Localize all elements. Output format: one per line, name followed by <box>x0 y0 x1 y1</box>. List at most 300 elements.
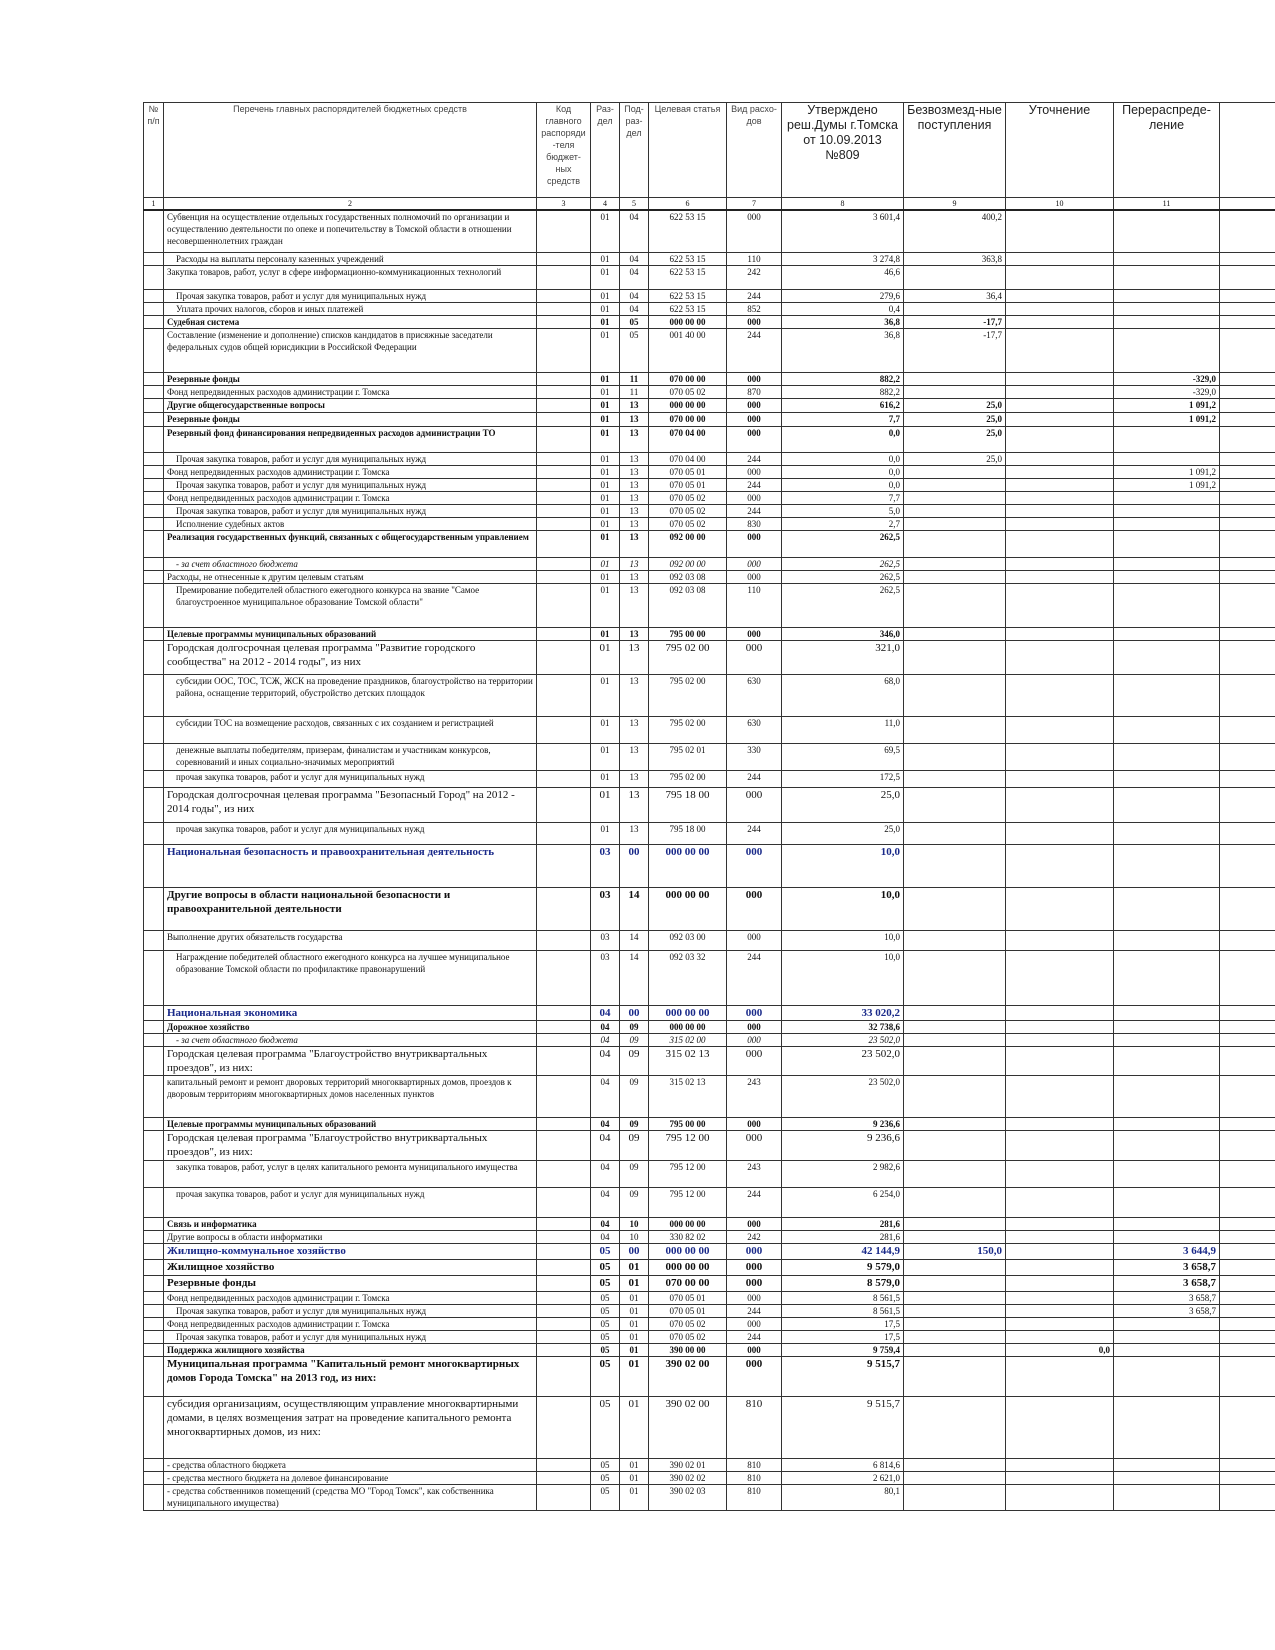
row-number <box>144 887 164 930</box>
row-approved: 9 579,0 <box>782 1259 904 1275</box>
row-number <box>144 716 164 743</box>
row-target-article: 390 00 00 <box>649 1343 727 1356</box>
row-target-article: 390 02 03 <box>649 1484 727 1510</box>
row-clarification <box>1006 1484 1114 1510</box>
row-grants <box>904 1046 1006 1075</box>
row-expense-type: 810 <box>727 1484 782 1510</box>
table-row <box>144 1291 1275 1304</box>
row-clarification <box>1006 570 1114 583</box>
row-number <box>144 265 164 289</box>
colnum-6: 6 <box>649 198 727 211</box>
row-clarification <box>1006 1020 1114 1033</box>
row-target-article: 622 53 15 <box>649 289 727 302</box>
table-row <box>144 517 1275 530</box>
row-number <box>144 491 164 504</box>
row-number <box>144 1230 164 1243</box>
row-grants <box>904 504 1006 517</box>
row-extra <box>1220 743 1275 770</box>
row-target-article: 795 02 00 <box>649 674 727 716</box>
row-redistribution: 1 091,2 <box>1114 412 1220 426</box>
table-row <box>144 844 1275 887</box>
row-manager-code <box>537 265 591 289</box>
budget-table-sheet <box>143 102 1275 1650</box>
row-target-article: 795 00 00 <box>649 1117 727 1130</box>
row-section: 04 <box>591 1230 620 1243</box>
row-approved: 281,6 <box>782 1230 904 1243</box>
row-section: 01 <box>591 640 620 674</box>
row-clarification <box>1006 478 1114 491</box>
row-extra <box>1220 844 1275 887</box>
row-approved: 8 561,5 <box>782 1291 904 1304</box>
row-redistribution <box>1114 1230 1220 1243</box>
row-extra <box>1220 822 1275 844</box>
row-extra <box>1220 1046 1275 1075</box>
row-manager-code <box>537 844 591 887</box>
row-number <box>144 398 164 412</box>
row-number <box>144 1005 164 1020</box>
table-row <box>144 627 1275 640</box>
row-redistribution <box>1114 265 1220 289</box>
row-clarification <box>1006 1396 1114 1458</box>
row-clarification <box>1006 1243 1114 1259</box>
row-extra <box>1220 517 1275 530</box>
row-extra <box>1220 950 1275 1005</box>
row-subsection: 13 <box>620 491 649 504</box>
row-extra <box>1220 1230 1275 1243</box>
row-section: 01 <box>591 478 620 491</box>
row-clarification <box>1006 465 1114 478</box>
row-redistribution <box>1114 1458 1220 1471</box>
row-target-article: 622 53 15 <box>649 265 727 289</box>
row-manager-code <box>537 372 591 385</box>
row-number <box>144 1033 164 1046</box>
row-extra <box>1220 385 1275 398</box>
row-name: Другие вопросы в области информатики <box>164 1230 537 1243</box>
row-section: 01 <box>591 674 620 716</box>
row-clarification <box>1006 289 1114 302</box>
row-approved: 9 515,7 <box>782 1396 904 1458</box>
row-clarification <box>1006 640 1114 674</box>
row-subsection: 04 <box>620 302 649 315</box>
table-row <box>144 570 1275 583</box>
row-clarification <box>1006 1160 1114 1187</box>
row-manager-code <box>537 1160 591 1187</box>
row-redistribution <box>1114 1075 1220 1117</box>
row-number <box>144 1160 164 1187</box>
row-subsection: 13 <box>620 557 649 570</box>
row-grants <box>904 1484 1006 1510</box>
row-approved: 32 738,6 <box>782 1020 904 1033</box>
row-number <box>144 1275 164 1291</box>
row-manager-code <box>537 1217 591 1230</box>
row-approved: 2 621,0 <box>782 1471 904 1484</box>
row-redistribution <box>1114 640 1220 674</box>
row-expense-type: 244 <box>727 770 782 787</box>
row-expense-type: 810 <box>727 1396 782 1458</box>
row-grants <box>904 491 1006 504</box>
row-approved: 0,0 <box>782 452 904 465</box>
row-number <box>144 1187 164 1217</box>
row-clarification <box>1006 1356 1114 1396</box>
row-approved: 33 020,2 <box>782 1005 904 1020</box>
row-manager-code <box>537 210 591 252</box>
row-approved: 3 274,8 <box>782 252 904 265</box>
row-subsection: 13 <box>620 640 649 674</box>
row-target-article: 795 12 00 <box>649 1160 727 1187</box>
row-extra <box>1220 1458 1275 1471</box>
row-name: - средства местного бюджета на долевое финансирование <box>164 1471 537 1484</box>
table-row <box>144 787 1275 822</box>
row-section: 01 <box>591 372 620 385</box>
row-extra <box>1220 504 1275 517</box>
row-name: Прочая закупка товаров, работ и услуг для муниципальных нужд <box>164 452 537 465</box>
row-subsection: 01 <box>620 1471 649 1484</box>
row-grants <box>904 770 1006 787</box>
row-section: 05 <box>591 1343 620 1356</box>
row-approved: 36,8 <box>782 328 904 372</box>
row-expense-type: 244 <box>727 822 782 844</box>
row-manager-code <box>537 1356 591 1396</box>
row-redistribution <box>1114 770 1220 787</box>
row-section: 01 <box>591 328 620 372</box>
row-name: Резервные фонды <box>164 1275 537 1291</box>
row-extra <box>1220 530 1275 557</box>
row-subsection: 01 <box>620 1259 649 1275</box>
row-manager-code <box>537 1343 591 1356</box>
row-redistribution <box>1114 328 1220 372</box>
row-target-article: 000 00 00 <box>649 1259 727 1275</box>
row-name: Исполнение судебных актов <box>164 517 537 530</box>
row-approved: 17,5 <box>782 1317 904 1330</box>
row-name: Фонд непредвиденных расходов администрации г. Томска <box>164 1291 537 1304</box>
row-clarification <box>1006 930 1114 950</box>
row-expense-type: 330 <box>727 743 782 770</box>
row-approved: 17,5 <box>782 1330 904 1343</box>
row-approved: 10,0 <box>782 930 904 950</box>
row-clarification <box>1006 412 1114 426</box>
row-approved: 9 515,7 <box>782 1356 904 1396</box>
header-code: Код главного распоряди-теля бюджет-ных средств <box>537 103 591 198</box>
row-expense-type: 244 <box>727 950 782 1005</box>
row-manager-code <box>537 1075 591 1117</box>
row-number <box>144 787 164 822</box>
row-subsection: 01 <box>620 1330 649 1343</box>
table-row <box>144 887 1275 930</box>
row-extra <box>1220 1259 1275 1275</box>
table-row <box>144 674 1275 716</box>
row-section: 01 <box>591 385 620 398</box>
row-name: Резервные фонды <box>164 412 537 426</box>
row-redistribution: 3 658,7 <box>1114 1304 1220 1317</box>
row-manager-code <box>537 385 591 398</box>
row-target-article: 795 02 00 <box>649 640 727 674</box>
row-approved: 262,5 <box>782 557 904 570</box>
row-name: Целевые программы муниципальных образований <box>164 627 537 640</box>
row-name: Выполнение других обязательств государства <box>164 930 537 950</box>
table-row <box>144 315 1275 328</box>
row-name: Закупка товаров, работ, услуг в сфере информационно-коммуникационных технологий <box>164 265 537 289</box>
row-number <box>144 1243 164 1259</box>
row-extra <box>1220 491 1275 504</box>
row-redistribution <box>1114 674 1220 716</box>
row-subsection: 13 <box>620 770 649 787</box>
row-expense-type: 830 <box>727 517 782 530</box>
row-clarification <box>1006 1304 1114 1317</box>
row-clarification <box>1006 517 1114 530</box>
row-redistribution <box>1114 887 1220 930</box>
row-target-article: 092 03 32 <box>649 950 727 1005</box>
row-section: 01 <box>591 822 620 844</box>
row-name: Муниципальная программа "Капитальный ремонт многоквартирных домов Города Томска" на 2013 год, из них: <box>164 1356 537 1396</box>
row-name: прочая закупка товаров, работ и услуг для муниципальных нужд <box>164 822 537 844</box>
row-target-article: 070 05 02 <box>649 385 727 398</box>
row-section: 05 <box>591 1356 620 1396</box>
row-grants <box>904 1458 1006 1471</box>
row-target-article: 000 00 00 <box>649 1020 727 1033</box>
row-redistribution <box>1114 302 1220 315</box>
row-target-article: 622 53 15 <box>649 210 727 252</box>
row-approved: 9 236,6 <box>782 1130 904 1160</box>
row-target-article: 070 04 00 <box>649 452 727 465</box>
row-extra <box>1220 1187 1275 1217</box>
row-clarification <box>1006 1291 1114 1304</box>
row-grants <box>904 1291 1006 1304</box>
row-name: Премирование победителей областного ежегодного конкурса на звание "Самое благоустроенное муниципальное образование Томской области" <box>164 583 537 627</box>
row-manager-code <box>537 398 591 412</box>
row-name: прочая закупка товаров, работ и услуг для муниципальных нужд <box>164 770 537 787</box>
row-grants <box>904 1075 1006 1117</box>
table-row <box>144 1005 1275 1020</box>
table-row <box>144 1471 1275 1484</box>
row-section: 04 <box>591 1046 620 1075</box>
row-section: 01 <box>591 210 620 252</box>
row-target-article: 315 02 13 <box>649 1075 727 1117</box>
row-approved: 262,5 <box>782 570 904 583</box>
row-section: 04 <box>591 1033 620 1046</box>
row-redistribution <box>1114 1033 1220 1046</box>
row-section: 01 <box>591 504 620 517</box>
row-manager-code <box>537 1291 591 1304</box>
row-target-article: 795 12 00 <box>649 1187 727 1217</box>
table-row <box>144 1033 1275 1046</box>
row-grants <box>904 530 1006 557</box>
row-approved: 2,7 <box>782 517 904 530</box>
row-target-article: 795 18 00 <box>649 822 727 844</box>
row-target-article: 070 05 01 <box>649 465 727 478</box>
row-clarification <box>1006 844 1114 887</box>
table-row <box>144 491 1275 504</box>
row-redistribution <box>1114 1046 1220 1075</box>
row-redistribution <box>1114 583 1220 627</box>
row-extra <box>1220 1217 1275 1230</box>
colnum-5: 5 <box>620 198 649 211</box>
row-subsection: 11 <box>620 385 649 398</box>
row-extra <box>1220 1117 1275 1130</box>
table-row <box>144 398 1275 412</box>
row-number <box>144 1356 164 1396</box>
row-approved: 23 502,0 <box>782 1075 904 1117</box>
row-number <box>144 372 164 385</box>
row-grants <box>904 674 1006 716</box>
row-number <box>144 426 164 452</box>
row-target-article: 390 02 02 <box>649 1471 727 1484</box>
row-number <box>144 530 164 557</box>
header-section: Раз-дел <box>591 103 620 198</box>
row-subsection: 13 <box>620 412 649 426</box>
row-approved: 882,2 <box>782 372 904 385</box>
row-manager-code <box>537 627 591 640</box>
row-redistribution <box>1114 1484 1220 1510</box>
row-section: 05 <box>591 1484 620 1510</box>
row-target-article: 070 05 02 <box>649 517 727 530</box>
row-approved: 2 982,6 <box>782 1160 904 1187</box>
row-number <box>144 1304 164 1317</box>
row-name: Фонд непредвиденных расходов администрации г. Томска <box>164 1317 537 1330</box>
table-row <box>144 716 1275 743</box>
row-extra <box>1220 1130 1275 1160</box>
row-manager-code <box>537 1033 591 1046</box>
row-expense-type: 244 <box>727 504 782 517</box>
row-subsection: 01 <box>620 1343 649 1356</box>
row-grants <box>904 716 1006 743</box>
row-name: капитальный ремонт и ремонт дворовых территорий многоквартирных домов, проездов к дворовым территориям многоквартирных домов населенных пунктов <box>164 1075 537 1117</box>
row-target-article: 070 05 01 <box>649 478 727 491</box>
row-expense-type: 000 <box>727 930 782 950</box>
row-grants <box>904 844 1006 887</box>
row-clarification <box>1006 328 1114 372</box>
row-target-article: 070 04 00 <box>649 426 727 452</box>
row-clarification: 0,0 <box>1006 1343 1114 1356</box>
row-subsection: 10 <box>620 1217 649 1230</box>
colnum-7: 7 <box>727 198 782 211</box>
row-subsection: 01 <box>620 1396 649 1458</box>
row-number <box>144 478 164 491</box>
row-target-article: 070 05 02 <box>649 1317 727 1330</box>
row-manager-code <box>537 743 591 770</box>
row-target-article: 070 05 01 <box>649 1291 727 1304</box>
row-expense-type: 000 <box>727 426 782 452</box>
row-number <box>144 252 164 265</box>
row-number <box>144 328 164 372</box>
row-grants <box>904 302 1006 315</box>
row-target-article: 000 00 00 <box>649 887 727 930</box>
row-approved: 10,0 <box>782 844 904 887</box>
row-approved: 9 236,6 <box>782 1117 904 1130</box>
row-expense-type: 242 <box>727 265 782 289</box>
row-subsection: 13 <box>620 398 649 412</box>
row-section: 01 <box>591 302 620 315</box>
row-manager-code <box>537 530 591 557</box>
row-manager-code <box>537 770 591 787</box>
row-approved: 11,0 <box>782 716 904 743</box>
table-row <box>144 822 1275 844</box>
row-extra <box>1220 1243 1275 1259</box>
row-grants: 25,0 <box>904 452 1006 465</box>
row-expense-type: 000 <box>727 1020 782 1033</box>
row-extra <box>1220 557 1275 570</box>
row-subsection: 14 <box>620 887 649 930</box>
row-number <box>144 583 164 627</box>
row-redistribution <box>1114 252 1220 265</box>
row-number <box>144 302 164 315</box>
row-section: 01 <box>591 452 620 465</box>
row-grants <box>904 787 1006 822</box>
row-number <box>144 743 164 770</box>
row-expense-type: 000 <box>727 1046 782 1075</box>
row-approved: 6 254,0 <box>782 1187 904 1217</box>
row-section: 05 <box>591 1471 620 1484</box>
row-number <box>144 1130 164 1160</box>
row-expense-type: 244 <box>727 1330 782 1343</box>
row-name: Расходы на выплаты персоналу казенных учреждений <box>164 252 537 265</box>
row-grants <box>904 950 1006 1005</box>
row-expense-type: 000 <box>727 787 782 822</box>
table-row <box>144 770 1275 787</box>
row-expense-type: 000 <box>727 1243 782 1259</box>
row-extra <box>1220 640 1275 674</box>
row-section: 01 <box>591 412 620 426</box>
row-subsection: 13 <box>620 583 649 627</box>
row-name: Другие общегосударственные вопросы <box>164 398 537 412</box>
row-approved: 7,7 <box>782 412 904 426</box>
table-row <box>144 465 1275 478</box>
row-extra <box>1220 1291 1275 1304</box>
row-target-article: 315 02 00 <box>649 1033 727 1046</box>
row-manager-code <box>537 1130 591 1160</box>
row-manager-code <box>537 557 591 570</box>
row-manager-code <box>537 412 591 426</box>
table-row <box>144 950 1275 1005</box>
row-target-article: 092 00 00 <box>649 557 727 570</box>
row-redistribution <box>1114 950 1220 1005</box>
row-section: 01 <box>591 743 620 770</box>
row-redistribution <box>1114 1343 1220 1356</box>
row-subsection: 01 <box>620 1275 649 1291</box>
row-name: Другие вопросы в области национальной безопасности и правоохранительной деятельности <box>164 887 537 930</box>
table-row <box>144 289 1275 302</box>
row-redistribution: 1 091,2 <box>1114 478 1220 491</box>
row-approved: 8 579,0 <box>782 1275 904 1291</box>
row-section: 01 <box>591 289 620 302</box>
row-approved: 7,7 <box>782 491 904 504</box>
row-section: 04 <box>591 1117 620 1130</box>
row-clarification <box>1006 1259 1114 1275</box>
row-clarification <box>1006 1117 1114 1130</box>
row-expense-type: 000 <box>727 315 782 328</box>
row-section: 05 <box>591 1291 620 1304</box>
row-target-article: 000 00 00 <box>649 1217 727 1230</box>
row-name: Уплата прочих налогов, сборов и иных платежей <box>164 302 537 315</box>
header-target: Целевая статья <box>649 103 727 198</box>
row-expense-type: 000 <box>727 1291 782 1304</box>
row-name: Городская долгосрочная целевая программа "Развитие городского сообщества" на 2012 - 2014 годы", из них <box>164 640 537 674</box>
row-extra <box>1220 372 1275 385</box>
row-target-article: 070 05 02 <box>649 504 727 517</box>
row-approved: 0,0 <box>782 426 904 452</box>
row-redistribution <box>1114 1217 1220 1230</box>
row-target-article: 795 02 00 <box>649 716 727 743</box>
row-redistribution <box>1114 844 1220 887</box>
row-section: 04 <box>591 1130 620 1160</box>
row-grants: 150,0 <box>904 1243 1006 1259</box>
row-redistribution: 3 644,9 <box>1114 1243 1220 1259</box>
row-expense-type: 630 <box>727 716 782 743</box>
row-clarification <box>1006 372 1114 385</box>
row-expense-type: 000 <box>727 640 782 674</box>
colnum-9: 9 <box>904 198 1006 211</box>
row-subsection: 13 <box>620 426 649 452</box>
row-name: Фонд непредвиденных расходов администрации г. Томска <box>164 385 537 398</box>
